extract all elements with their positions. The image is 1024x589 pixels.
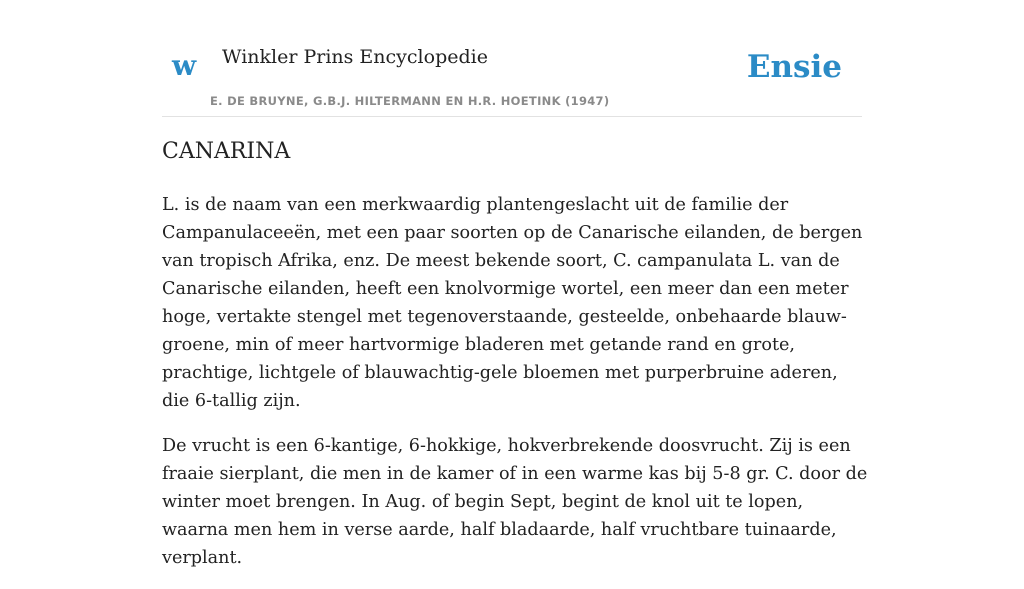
book-authors: E. DE BRUYNE, G.B.J. HILTERMANN EN H.R. HOETINK (1947): [210, 94, 610, 108]
article-paragraph: L. is de naam van een merkwaardig plantengeslacht uit de familie der Campanulaceeën, met een paar soorten op de Canarische eilanden, de bergen van tropisch Afrika, enz. De meest bekende soort, C. campanulata L. van de Canarische eilanden, heeft een knolvormige wortel, een meer dan een meter hoge, vertakte stengel met tegenoverstaande, gesteelde, onbehaarde blauw-groene, min of meer hartvormige bladeren met getande rand en grote, prachtige, lichtgele of blauwachtig-gele bloemen met purperbruine aderen, die 6-tallig zijn.: [162, 194, 863, 411]
book-title[interactable]: Winkler Prins Encyclopedie: [222, 46, 488, 68]
page-header: [162, 0, 862, 117]
article-title: CANARINA: [162, 139, 291, 164]
article-paragraph: De vrucht is een 6-kantige, 6-hokkige, hokverbrekende doosvrucht. Zij is een fraaie sierplant, die men in de kamer of in een warme kas bij 5-8 gr. C. door de winter moet brengen. In Aug. of begin Sept, begint de knol uit te lopen, waarna men hem in verse aarde, half bladaarde, half vruchtbare tuinaarde, verplant.: [162, 435, 868, 568]
book-logo-icon[interactable]: w: [172, 49, 197, 82]
article: [162, 138, 868, 589]
ensie-logo-link[interactable]: Ensie: [746, 49, 842, 85]
